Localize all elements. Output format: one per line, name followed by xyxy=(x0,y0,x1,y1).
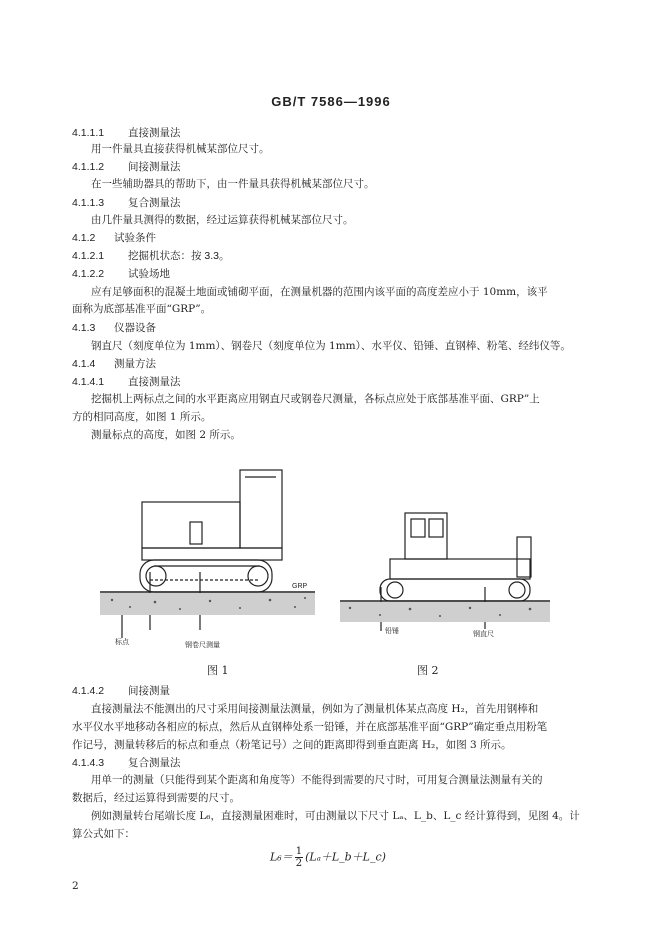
paragraph: 用一件量具直接获得机械某部位尺寸。 xyxy=(91,143,270,155)
paragraph: 水平仪水平地移动各相应的标点，然后从直钢棒处系一铅锤，并在底部基准平面“GRP”确定垂点用粉笔 xyxy=(72,721,548,733)
paragraph: 应有足够面积的混凝土地面或铺砌平面，在测量机器的范围内该平面的高度差应小于 10mm，该平 xyxy=(91,286,548,298)
excavator-body xyxy=(142,502,240,548)
section-4-1-2-1: 4.1.2.1 挖掘机状态：按 3.3。 xyxy=(72,250,230,262)
label-point: 标点 xyxy=(115,639,129,646)
section-4-1-3: 4.1.3 仪器设备 xyxy=(72,322,156,334)
ground-hatch xyxy=(100,593,315,615)
formula-fraction xyxy=(295,846,303,869)
section-4-1-4-3: 4.1.4.3 复合测量法 xyxy=(72,757,181,769)
paragraph: 作记号，测量转移后的标点和垂点（粉笔记号）之间的距离即得到垂直距离 H₂，如图 3 所示。 xyxy=(72,739,512,751)
excavator-track xyxy=(140,560,272,592)
paragraph: 算公式如下： xyxy=(72,828,135,840)
section-4-1-4: 4.1.4 测量方法 xyxy=(72,358,156,370)
formula xyxy=(270,846,386,869)
formula-numerator: 1 xyxy=(295,846,303,857)
label-plumb: 铅锤 xyxy=(385,628,399,635)
paragraph: 直接测量法不能测出的尺寸采用间接测量法测量，例如为了测量机体某点高度 H₂，首先用钢棒和 xyxy=(91,703,539,715)
page-header: GB/T 7586—1996 xyxy=(271,94,391,109)
label-grp: GRP xyxy=(292,583,308,590)
paragraph: 挖掘机上两标点之间的水平距离应用钢直尺或钢卷尺测量，各标点应处于底部基准平面、GRP”上 xyxy=(91,393,540,405)
section-4-1-2-2: 4.1.2.2 试验场地 xyxy=(72,268,170,280)
paragraph: 面称为底部基准平面“GRP”。 xyxy=(72,303,212,315)
section-4-1-4-1: 4.1.4.1 直接测量法 xyxy=(72,376,181,388)
paragraph: 例如测量转台尾端长度 L₆，直接测量困难时，可由测量以下尺寸 Lₐ、L_b、L_c 经计算得到，见图 4。计 xyxy=(91,810,580,822)
bulldozer-body xyxy=(390,559,530,579)
paragraph: 由几件量具测得的数据，经过运算获得机械某部位尺寸。 xyxy=(91,214,354,226)
figure-2 xyxy=(335,495,555,655)
formula-denominator: 2 xyxy=(295,858,303,869)
figure-1-caption: 图 1 xyxy=(207,664,229,677)
section-4-1-4-2: 4.1.4.2 间接测量 xyxy=(72,685,170,697)
paragraph: 数据后，经过运算得到需要的尺寸。 xyxy=(72,792,240,804)
page-number: 2 xyxy=(72,880,79,892)
label-ruler: 钢直尺 xyxy=(473,631,494,638)
ground-hatch xyxy=(340,602,550,622)
paragraph: 用单一的测量（只能得到某个距离和角度等）不能得到需要的尺寸时，可用复合测量法测量有关的 xyxy=(91,774,543,786)
section-4-1-2: 4.1.2 试验条件 xyxy=(72,232,156,244)
paragraph: 钢直尺（刻度单位为 1mm）、钢卷尺（刻度单位为 1mm）、水平仪、铅锤、直钢棒、粉笔、经纬仪等。 xyxy=(91,340,571,352)
section-4-1-1-3: 4.1.1.3 复合测量法 xyxy=(72,197,181,209)
section-4-1-1-2: 4.1.1.2 间接测量法 xyxy=(72,161,181,173)
figure-2-caption: 图 2 xyxy=(417,664,439,677)
formula-rhs: (Lₐ＋L_b＋L_c) xyxy=(305,850,386,864)
label-tape: 钢卷尺测量 xyxy=(185,642,220,649)
formula-lhs: L₆＝ xyxy=(270,850,293,864)
section-4-1-1-1: 4.1.1.1 直接测量法 xyxy=(72,127,181,139)
excavator-cab xyxy=(240,470,282,548)
paragraph: 在一些辅助器具的帮助下，由一件量具获得机械某部位尺寸。 xyxy=(91,178,375,190)
figure-1 xyxy=(100,462,330,652)
paragraph: 方的相同高度，如图 1 所示。 xyxy=(72,411,212,423)
paragraph: 测量标点的高度，如图 2 所示。 xyxy=(91,429,241,441)
